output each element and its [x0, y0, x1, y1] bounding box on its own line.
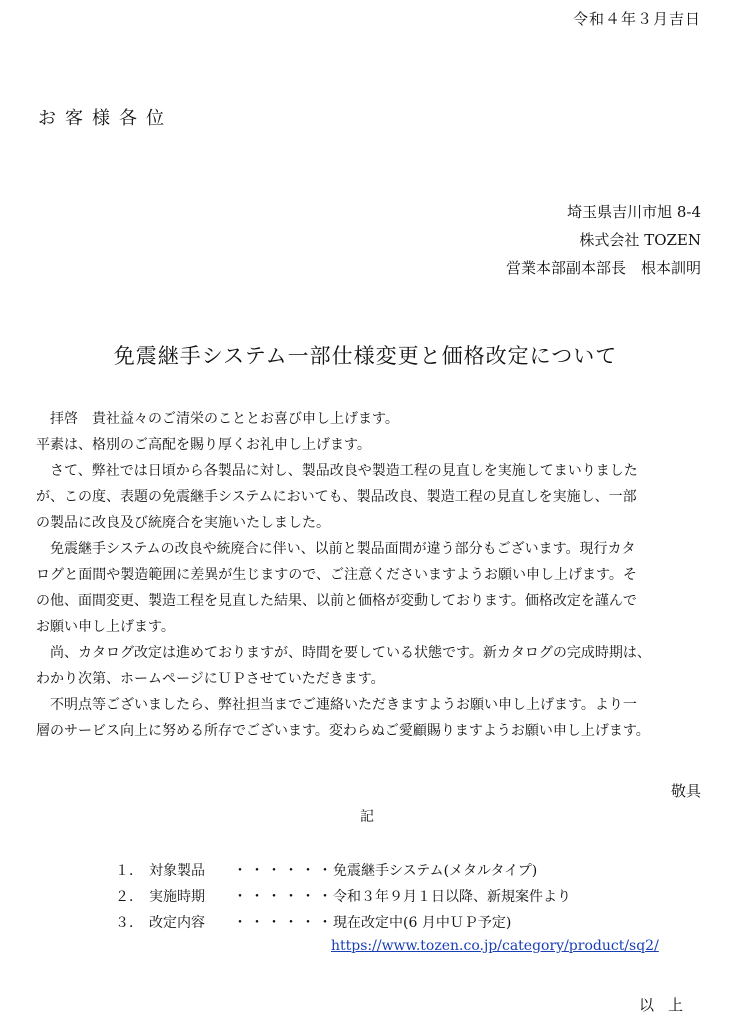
document-title: 免震継手システム一部仕様変更と価格改定について [113, 344, 618, 368]
item-label: 実施時期 [149, 889, 205, 905]
notes-heading: 記 [360, 809, 374, 825]
item-list [115, 858, 571, 936]
list-item [115, 858, 571, 884]
item-dots: ・・・・・・ [233, 889, 335, 905]
list-item [115, 910, 571, 936]
item-number: １． [115, 863, 143, 879]
item-number: ３． [115, 915, 143, 931]
product-link[interactable]: https://www.tozen.co.jp/category/product/sq2/ [331, 938, 659, 954]
body-line: お願い申し上げます。 [36, 619, 175, 635]
body-line: 不明点等ございましたら、弊社担当までご連絡いただきますようお願い申し上げます。より一 [36, 697, 637, 713]
sender-address: 埼玉県吉川市旭 8-4 [567, 203, 701, 221]
item-dots: ・・・・・・ [233, 915, 335, 931]
body-line: の製品に改良及び統廃合を実施いたしました。 [36, 515, 330, 531]
body-line: 平素は、格別のご高配を賜り厚くお礼申し上げます。 [36, 437, 371, 453]
item-value: 令和３年９月１日以降、新規案件より [333, 889, 571, 905]
body-line: の他、面間変更、製造工程を見直した結果、以前と価格が変動しております。価格改定を謹んで [36, 593, 637, 609]
body-line: わかり次第、ホームページにＵＰさせていただきます。 [36, 671, 385, 687]
sender-person: 営業本部副本部長 根本訓明 [505, 259, 701, 277]
body-line: さて、弊社では日頃から各製品に対し、製品改良や製造工程の見直しを実施してまいりました [36, 463, 638, 479]
closing-word: 敬具 [670, 782, 701, 800]
end-mark: 以上 [638, 996, 697, 1014]
item-value: 免震継手システム(メタルタイプ) [333, 863, 538, 879]
letter-date: 令和４年３月吉日 [572, 10, 701, 28]
body-line: が、この度、表題の免震継手システムにおいても、製品改良、製造工程の見直しを実施し、一部 [36, 489, 637, 505]
sender-block [506, 198, 701, 282]
item-label: 改定内容 [149, 915, 205, 931]
list-item [115, 884, 571, 910]
item-value: 現在改定中(6 月中ＵＰ予定) [333, 915, 512, 931]
sender-company: 株式会社 TOZEN [579, 231, 701, 249]
item-dots: ・・・・・・ [233, 863, 335, 879]
item-number: ２． [115, 889, 143, 905]
salutation: お客様各位 [38, 108, 173, 129]
item-label: 対象製品 [149, 863, 205, 879]
letter-body [36, 406, 700, 744]
body-line: 尚、カタログ改定は進めておりますが、時間を要している状態です。新カタログの完成時期は、 [36, 645, 651, 661]
body-line: 層のサービス向上に努める所存でございます。変わらぬご愛顧賜りますようお願い申し上げます。 [36, 723, 650, 739]
body-line: 拝啓 貴社益々のご清栄のこととお喜び申し上げます。 [36, 411, 399, 427]
body-line: 免震継手システムの改良や統廃合に伴い、以前と製品面間が違う部分もございます。現行カタ [36, 541, 636, 557]
body-line: ログと面間や製造範囲に差異が生じますので、ご注意くださいますようお願い申し上げます。そ [36, 567, 637, 583]
